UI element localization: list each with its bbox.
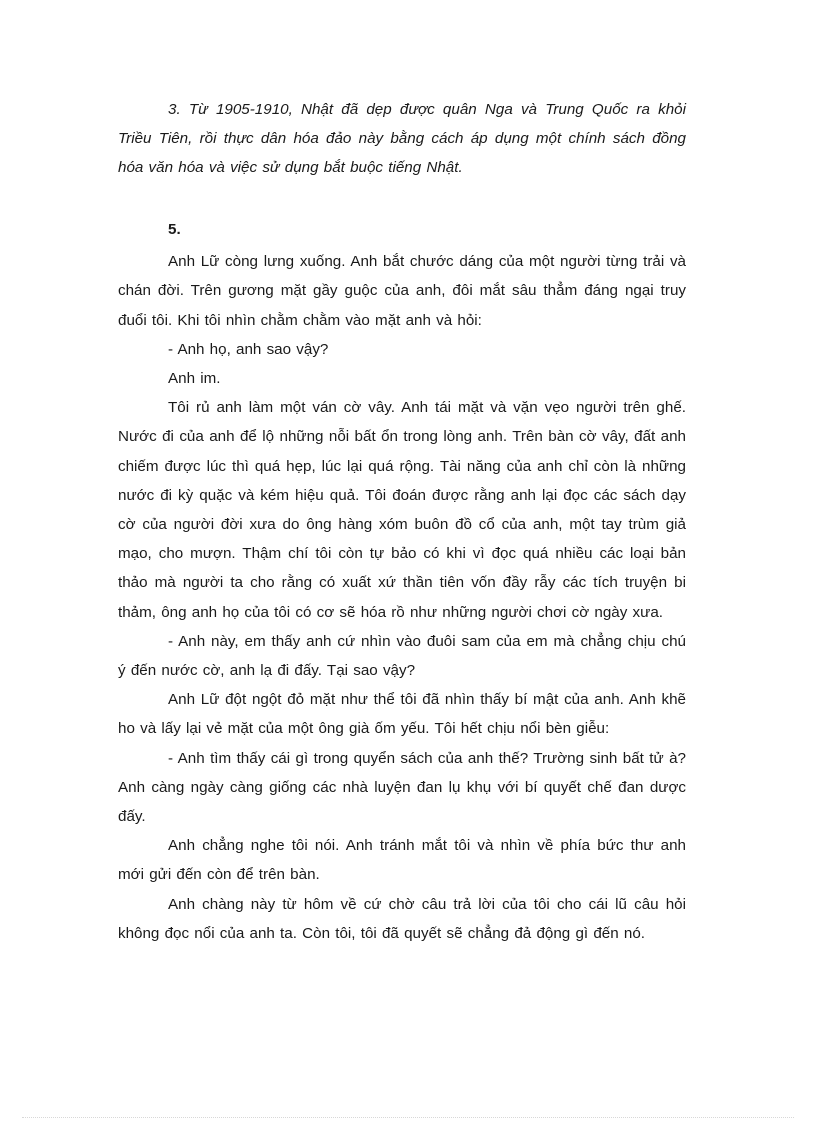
paragraph: Anh im. [168,370,221,388]
paragraph: - Anh tìm thấy cái gì trong quyển sách của anh thế? Trường sinh bất tử à? Anh càng ngày càng giống các nhà luyện đan lụ khụ với bí quyết chế đan dược đấy. [118,749,686,826]
page-bottom-edge [22,1117,794,1118]
footnote-text: 3. Từ 1905-1910, Nhật đã dẹp được quân Nga và Trung Quốc ra khỏi Triều Tiên, rồi thực dân hóa đảo này bằng cách áp dụng một chính sách đồng hóa văn hóa và việc sử dụng bắt buộc tiếng Nhật. [118,101,686,177]
paragraph: - Anh này, em thấy anh cứ nhìn vào đuôi sam của em mà chẳng chịu chú ý đến nước cờ, anh lạ đi đấy. Tại sao vậy? [118,632,686,680]
paragraph: Anh chẳng nghe tôi nói. Anh tránh mắt tôi và nhìn về phía bức thư anh mới gửi đến còn để trên bàn. [118,837,686,884]
section-number: 5. [168,221,181,238]
paragraph: - Anh họ, anh sao vậy? [168,340,329,358]
paragraph: Anh Lữ còng lưng xuống. Anh bắt chước dáng của một người từng trải và chán đời. Trên gương mặt gầy guộc của anh, đôi mắt sâu thẳm đáng ngại truy đuổi tôi. Khi tôi nhìn chằm chằm vào mặt anh và hỏi: [118,253,686,329]
footnote [118,95,686,183]
paragraph: Anh Lữ đột ngột đỏ mặt như thể tôi đã nhìn thấy bí mật của anh. Anh khẽ ho và lấy lại vẻ mặt của một ông già ốm yếu. Tôi hết chịu nổi bèn giễu: [118,691,686,738]
chapter-section [118,215,686,948]
paragraph: Tôi rủ anh làm một ván cờ vây. Anh tái mặt và vặn vẹo người trên ghế. Nước đi của anh để lộ những nỗi bất ổn trong lòng anh. Trên bàn cờ vây, đất anh chiếm được lúc thì quá hẹp, lúc lại quá rộng. Tài năng của anh chỉ còn là những nước đi kỳ quặc và kém hiệu quả. Tôi đoán được rằng anh lại đọc các sách dạy cờ của người đời xưa do ông hàng xóm buôn đồ cổ của anh, một tay trùm giả mạo, cho mượn. Thậm chí tôi còn tự bảo có khi vì đọc quá nhiều các loại bản thảo mà người ta cho rằng có xuất xứ thần tiên vốn đầy rẫy các tích truyện bi thảm, ông anh họ của tôi có cơ sẽ hóa rồ như những người chơi cờ ngày xưa. [118,399,686,621]
paragraph: Anh chàng này từ hôm về cứ chờ câu trả lời của tôi cho cái lũ câu hỏi không đọc nổi của anh ta. Còn tôi, tôi đã quyết sẽ chẳng đả động gì đến nó. [118,895,686,942]
